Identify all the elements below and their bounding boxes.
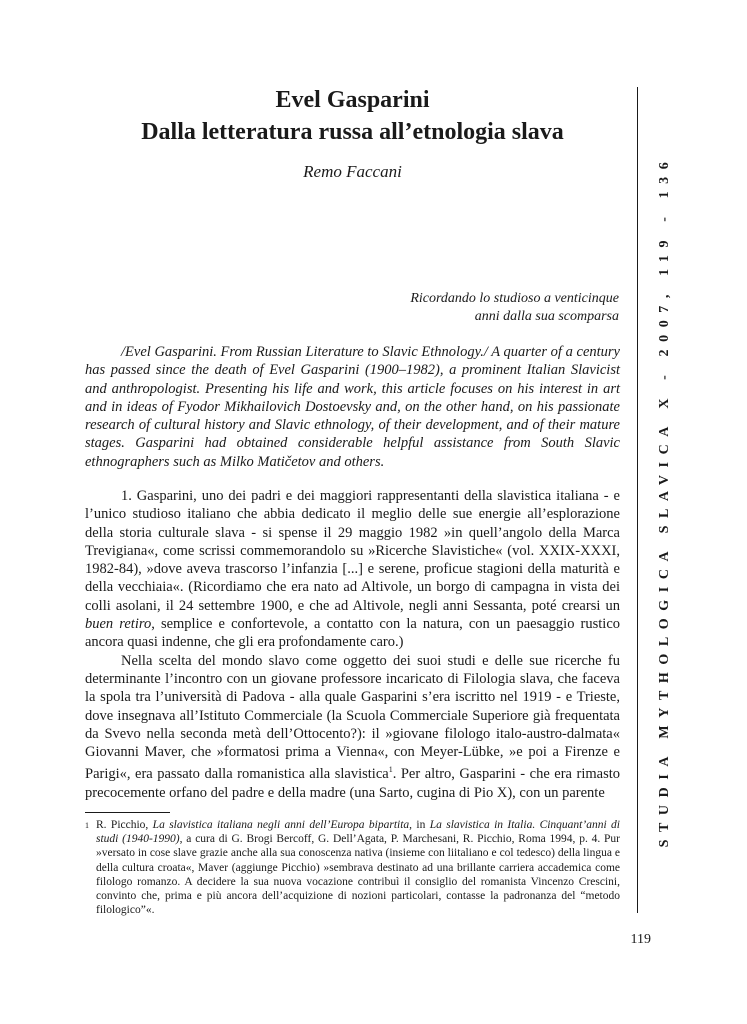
footnote-reference: 1 (388, 765, 393, 775)
dedication (410, 290, 619, 326)
footnote: 1 R. Picchio, La slavistica italiana negli anni dell’Europa bipartita, in La slavistica in Italia. Cinquant’anni di studi (1940-1990), a cura di G. Brogi Bercoff, G. Dell’Agata, P. Marchesani, R. Picchio, Roma 1994, p. 4. Pur »versato in cose slave grazie anche alla sua conoscenza nativa (insieme con liitaliano e col tedesco) della lingua e della cultura croata«, Maver (aggiunge Picchio) »sembrava destinato ad una brillante carriera accademica come filologo romanzo. A decidere la sua nuova vocazione contribuì il consiglio del romanista Vincenzo Crescini, convinto che, prima e più ancora dell’acquizione di nozioni particolari, contasse la padronanza del “metodo filologico”«. (85, 819, 620, 917)
footnote-divider (85, 812, 170, 813)
dedication-line-2: anni dalla sua scomparsa (474, 309, 619, 324)
abstract: /Evel Gasparini. From Russian Literature to Slavic Ethnology./ A quarter of a century has passed since the death of Evel Gasparini (1900–1982), a prominent Italian Slavicist and anthropologist. Presenting his life and work, this article focuses on his interest in art and in ideas of Fyodor Mikhailovich Dostoevsky and, on the other hand, on his passionate research of cultural history and Slavic ethnology, of their development, and of their mature stages. Gasparini had obtained considerable helpful assistance from South Slavic ethnographers such as Milko Matičetov and others. (85, 344, 620, 470)
footnote-mark: 1 (85, 821, 89, 830)
title-subject: Dalla letteratura russa all’etnologia slava (141, 119, 564, 145)
emphasis: buen retiro (85, 616, 152, 633)
body-text (85, 487, 620, 802)
paragraph-2: Nella scelta del mondo slavo come oggetto dei suoi studi e delle sue ricerche fu determinante l’incontro con un giovane professore incaricato di Filologia slava, che faceva la spola tra l’università di Padova - alla quale Gasparini s’era iscritto nel 1919 - e Trieste, dove insegnava all’Istituto Commerciale (la Scuola Commerciale Superiore già frequentata da Svevo nella seconda metà dell’Ottocento?): il »giovane filologo italo-austro-dalmata« Giovanni Maver, che »formatosi prima a Vienna«, con Meyer-Lübke, »e poi a Firenze e Parigi«, era passato dalla romanistica alla slavistica$^1$. Per altro, Gasparini - che era rimasto precocemente orfano del padre e della madre (una Sarto, cugina di Pio X), con un parente (85, 652, 621, 801)
title-name: Evel Gasparini (275, 87, 430, 113)
journal-sidebar-text: STUDIA MYTHOLOGICA SLAVICA X - 2007, 119 - 136 (657, 154, 672, 848)
sidebar-divider (637, 87, 638, 913)
footnote-cited-title: La slavistica italiana negli anni dell’Europa bipartita (152, 819, 410, 831)
journal-sidebar (650, 86, 680, 916)
footnote-cited-volume: La slavistica in Italia. Cinquant’anni di studi (1940-1990) (96, 819, 620, 846)
author-name: Remo Faccani (303, 162, 402, 181)
dedication-line-1: Ricordando lo studioso a venticinque (410, 291, 619, 306)
page-number: 119 (630, 932, 651, 947)
paragraph-1: 1. Gasparini, uno dei padri e dei maggiori rappresentanti della slavistica italiana - e l’unico studioso italiano che abbia dedicato il meglio delle sue energie all’esplorazione della storia culturale slava - si spense il 29 maggio 1982 »in quell’angolo della Marca Trevigiana«, come scrissi commemorandolo su »Ricerche Slavistiche« (vol. XXIX-XXXI, 1982-84), »dove aveva trascorso l’infanzia [...] e serene, proficue stagioni della maturità e della vecchiaia«. (Ricordiamo che era nato ad Altivole, un borgo di campagna in vista dei colli asolani, il 24 settembre 1900, e che ad Altivole, negli anni Sessanta, poté crearsi un buen retiro, semplice e confortevole, a contatto con la natura, con un paesaggio rustico ancora quasi indenne, che gli era profondamente caro.) (85, 488, 620, 651)
article-title (85, 84, 620, 148)
